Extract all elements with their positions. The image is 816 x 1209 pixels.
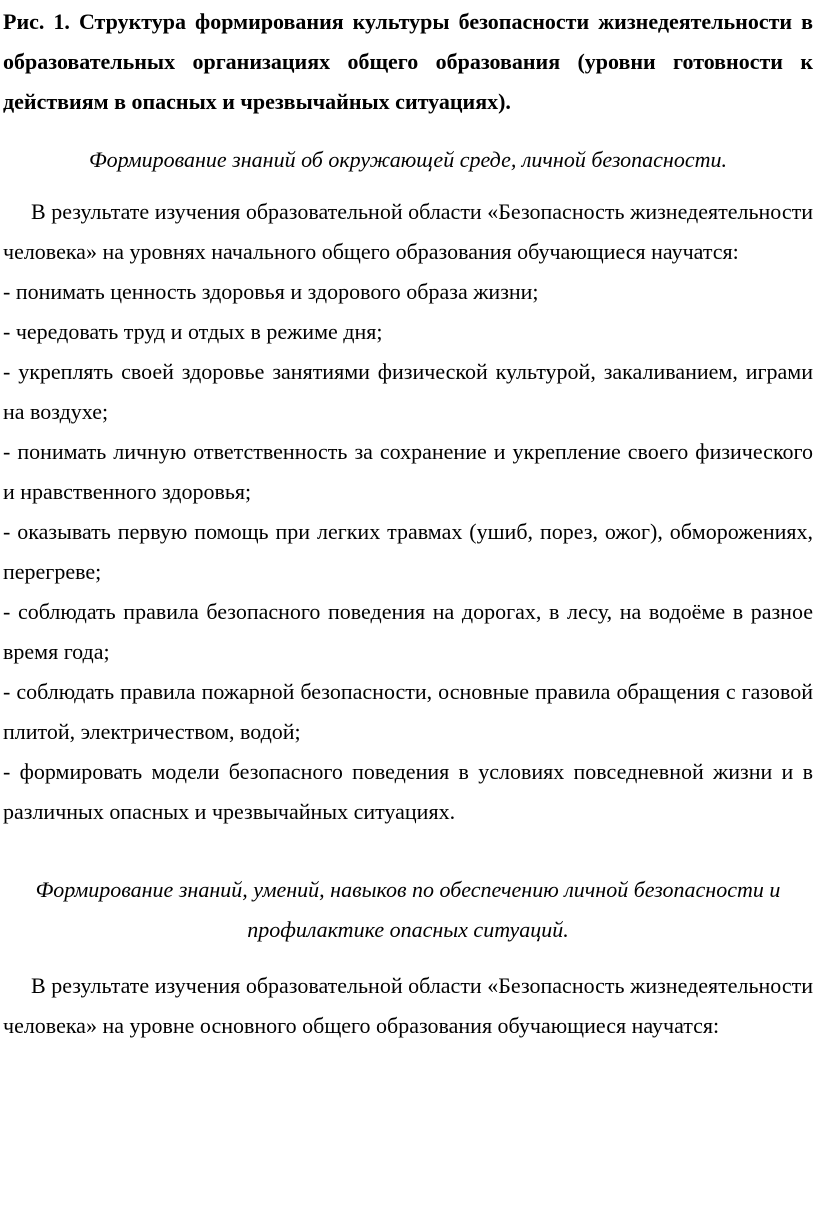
list-item: - понимать ценность здоровья и здорового образа жизни; (3, 279, 539, 304)
section-2-heading: Формирование знаний, умений, навыков по обеспечению личной безопасности и профилактике опасных ситуаций. (35, 877, 781, 942)
list-item: - чередовать труд и отдых в режиме дня; (3, 319, 383, 344)
section-1-intro: В результате изучения образовательной области «Безопасность жизнедеятельности человека» на уровнях начального общего образования обучающиеся научатся: (3, 199, 813, 264)
list-item: - понимать личную ответственность за сохранение и укрепление своего физического и нравственного здоровья; (3, 439, 813, 504)
section-2-intro: В результате изучения образовательной области «Безопасность жизнедеятельности человека» на уровне основного общего образования обучающиеся научатся: (3, 973, 813, 1038)
list-item: - формировать модели безопасного поведения в условиях повседневной жизни и в различных опасных и чрезвычайных ситуациях. (3, 759, 813, 824)
list-item: - укреплять своей здоровье занятиями физической культурой, закаливанием, играми на воздухе; (3, 359, 813, 424)
section-1-heading: Формирование знаний об окружающей среде, личной безопасности. (88, 147, 728, 172)
figure-caption: Рис. 1. Структура формирования культуры безопасности жизнедеятельности в образовательных организациях общего образования (уровни готовности к действиям в опасных и чрезвычайных ситуациях). (3, 9, 813, 114)
list-item: - соблюдать правила безопасного поведения на дорогах, в лесу, на водоёме в разное время года; (3, 599, 813, 664)
section-1-list (3, 272, 813, 832)
list-item: - соблюдать правила пожарной безопасности, основные правила обращения с газовой плитой, электричеством, водой; (3, 679, 813, 744)
list-item: - оказывать первую помощь при легких травмах (ушиб, порез, ожог), обморожениях, перегреве; (3, 519, 813, 584)
